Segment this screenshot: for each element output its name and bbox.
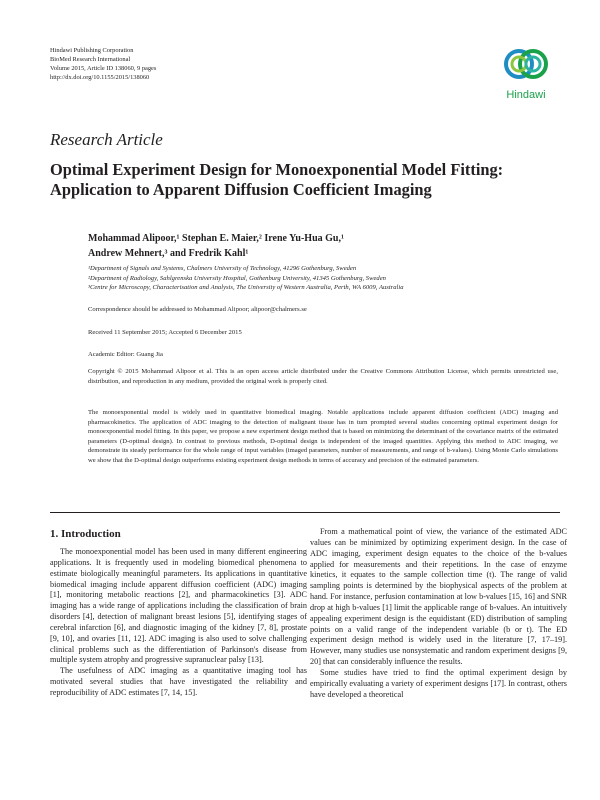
received-dates: Received 11 September 2015; Accepted 6 December 2015 bbox=[88, 329, 242, 336]
section-heading: 1. Introduction bbox=[50, 528, 121, 540]
affiliations bbox=[88, 264, 558, 293]
volume-info: Volume 2015, Article ID 138060, 9 pages bbox=[50, 65, 157, 72]
author-list bbox=[88, 231, 344, 261]
left-column bbox=[50, 547, 307, 699]
right-column bbox=[310, 527, 567, 701]
copyright-notice: Copyright © 2015 Mohammad Alipoor et al. This is an open access article distributed under the Creative Commons Attribution License, which permits unrestricted use, distribution, and reproduction in any medium, provided the original work is properly cited. bbox=[88, 368, 558, 385]
article-type: Research Article bbox=[50, 130, 163, 149]
paragraph: From a mathematical point of view, the variance of the estimated ADC values can be minimized by optimizing experiment design. In the case of ADC imaging, experiment design equates to the choice of the b-values applied for measurements and their repetitions. In the case of enzyme kinetics, it equates to the sample collection time (t). The range of valid sampling points is determined by the biophysical aspects of the problem at hand. For instance, perfusion contamination at low b-values [15, 16] and SNR drop at high b-values [1] limit the applicable range of b-values. An intuitively appealing experiment design is the equidistant (ED) distribution of sampling points on a valid range of the independent variable (b or t). The ED experiment design method is widely used in the literature [7, 17–19]. However, many studies use nonsystematic and random experiment designs [9, 20] that can considerably influence the results. bbox=[310, 527, 567, 667]
doi-link[interactable]: http://dx.doi.org/10.1155/2015/138060 bbox=[50, 74, 150, 81]
logo-text: Hindawi bbox=[506, 89, 546, 101]
hindawi-logo-icon bbox=[498, 44, 554, 88]
hindawi-logo bbox=[498, 44, 554, 104]
correspondence: Correspondence should be addressed to Mohammad Alipoor; alipoor@chalmers.se bbox=[88, 306, 307, 313]
divider bbox=[50, 512, 560, 513]
academic-editor: Academic Editor: Guang Jia bbox=[88, 351, 163, 358]
affiliation: ¹Department of Signals and Systems, Chalmers University of Technology, 41296 Gothenburg, Sweden bbox=[88, 265, 357, 272]
journal-header bbox=[50, 46, 156, 82]
affiliation: ²Department of Radiology, Sahlgrenska University Hospital, Gothenburg University, 41345 Gothenburg, Sweden bbox=[88, 274, 386, 282]
title-line: Optimal Experiment Design for Monoexponential Model Fitting: bbox=[50, 160, 504, 179]
journal-name: BioMed Research International bbox=[50, 56, 131, 63]
title-line: Application to Apparent Diffusion Coefficient Imaging bbox=[50, 180, 432, 199]
paper-title bbox=[50, 160, 570, 200]
paragraph: The usefulness of ADC imaging as a quantitative imaging tool has motivated several studies that have investigated the reliability and reproducibility of ADC estimates [7, 14, 15]. bbox=[50, 666, 307, 697]
paragraph: Some studies have tried to find the optimal experiment design by empirically evaluating a variety of experiment designs [17]. In contrast, others have developed a theoretical bbox=[310, 667, 567, 699]
authors-line: Mohammad Alipoor,¹ Stephan E. Maier,² Irene Yu-Hua Gu,¹ bbox=[88, 233, 344, 244]
paragraph: The monoexponential model has been used in many different engineering applications. It is frequently used in modeling biomedical phenomena to estimate biologically meaningful parameters. Its applications in quantitative biomedical imaging include apparent diffusion coefficient (ADC) imaging [1], monitoring metabolic reactions [2], and pharmacokinetics [3]. ADC imaging has a wide range of applications including the classification of brain disorders [4], detection of malignant breast lesions [5], identifying stages of cerebral infarction [6], and diagnostic imaging of the kidney [7, 8], prostate [9, 10], and ovaries [11, 12]. ADC imaging is also used to solve challenging clinical problems such as the differentiation of Parkinson's disease from multiple system atrophy and progressive supranuclear palsy [13]. bbox=[50, 547, 307, 665]
authors-line: Andrew Mehnert,³ and Fredrik Kahl¹ bbox=[88, 248, 249, 259]
publisher-name: Hindawi Publishing Corporation bbox=[50, 47, 134, 54]
affiliation: ³Centre for Microscopy, Characterisation and Analysis, The University of Western Australia, Perth, WA 6009, Australia bbox=[88, 284, 404, 292]
abstract: The monoexponential model is widely used in quantitative biomedical imaging. Notable applications include apparent diffusion coefficient (ADC) imaging and pharmacokinetics. The application of ADC imaging to the detection of malignant tissue has in turn prompted several studies concerning optimal experiment design for monoexponential model fitting. In this paper, we propose a new experiment design method that is based on minimizing the determinant of the covariance matrix of the estimated parameters (D-optimal design). In contrast to previous methods, D-optimal design is independent of the imaged quantities. Applying this method to ADC imaging, we demonstrate its steady performance for the whole range of input variables (imaged parameters, number of measurements, and range of b-values). Using Monte Carlo simulations we show that the D-optimal design outperforms existing experiment design methods in terms of accuracy and precision of the estimated parameters. bbox=[88, 409, 558, 464]
